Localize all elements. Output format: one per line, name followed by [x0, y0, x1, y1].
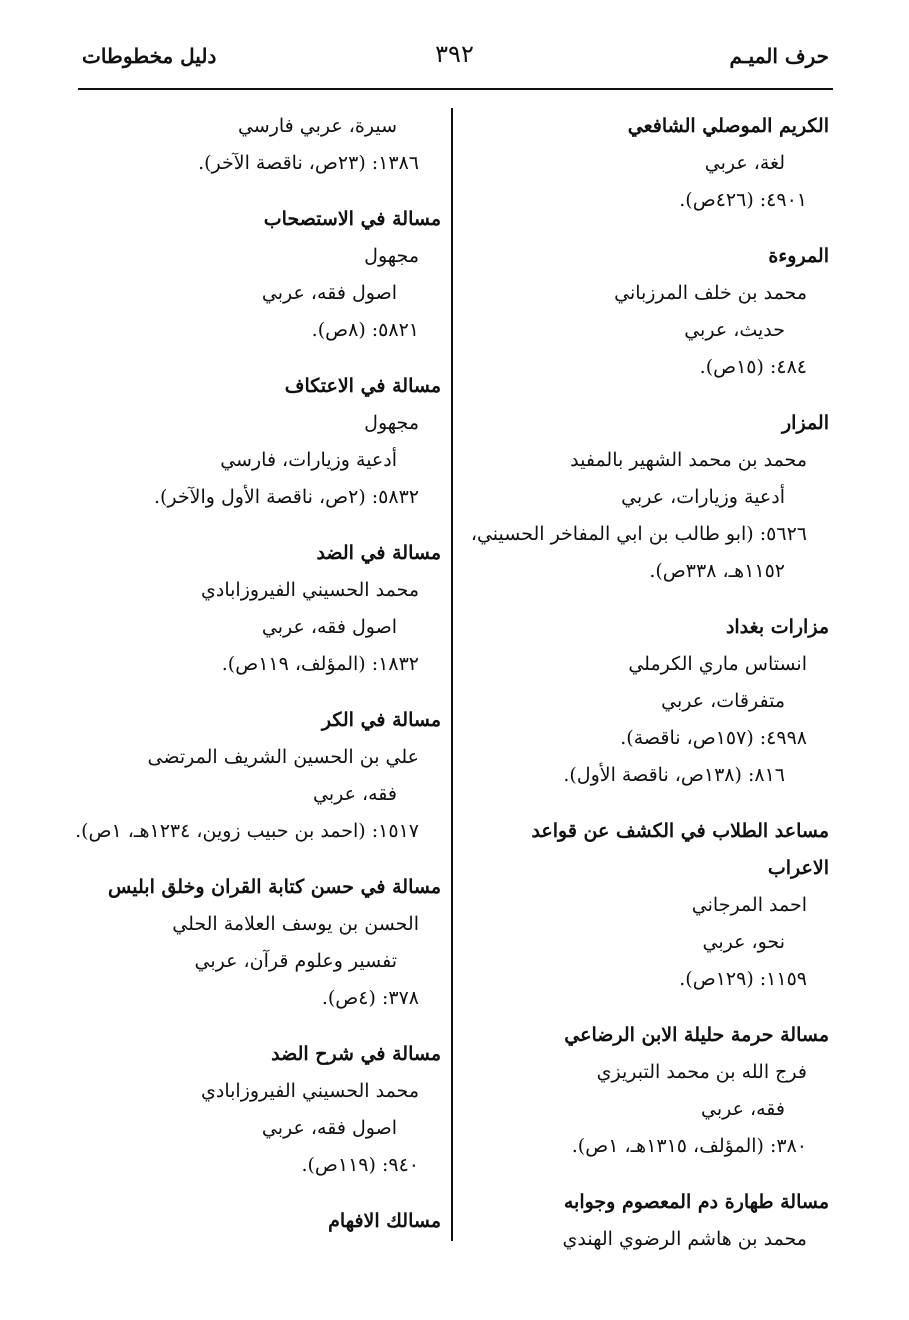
- entry-title: مسالة حرمة حليلة الابن الرضاعي: [564, 1024, 829, 1046]
- entry-author: علي بن الحسين الشريف المرتضى: [147, 746, 419, 768]
- entry-title: المزار: [782, 412, 829, 434]
- entry-subject: نحو، عربي: [702, 931, 785, 953]
- entry-author: فرج الله بن محمد التبريزي: [596, 1061, 807, 1083]
- entry-copy: ١١٥٢هـ، ٣٣٨ص).: [649, 560, 785, 582]
- entry-title: المروءة: [768, 245, 829, 267]
- catalog-entry: [474, 1017, 829, 1165]
- catalog-entry: [61, 869, 441, 1017]
- entry-title: مسالة في الاستصحاب: [263, 208, 441, 230]
- entry-copy: ٥٦٢٦: (ابو طالب بن ابي المفاخر الحسيني،: [470, 523, 807, 545]
- entry-subject: فقه، عربي: [313, 783, 397, 805]
- catalog-entry: [474, 609, 829, 794]
- catalog-entry: [61, 535, 441, 683]
- entry-copy: ٤٩٠١: (٤٢٦ص).: [679, 189, 807, 211]
- catalog-entry: [474, 813, 829, 998]
- entry-author: محمد الحسيني الفيروزابادي: [201, 579, 419, 601]
- entry-subject: اصول فقه، عربي: [261, 616, 397, 638]
- entry-author: احمد المرجاني: [691, 894, 807, 916]
- entry-title: مسالة في الاعتكاف: [284, 375, 441, 397]
- catalog-entry: [474, 108, 829, 219]
- entry-subject: لغة، عربي: [704, 152, 785, 174]
- entry-subject: حديث، عربي: [684, 319, 785, 341]
- entry-author: مجهول: [364, 245, 419, 267]
- page-number: ٣٩٢: [435, 40, 474, 68]
- catalog-entry: [474, 238, 829, 386]
- entry-subject: أدعية وزيارات، عربي: [621, 486, 785, 508]
- entry-author: الحسن بن يوسف العلامة الحلي: [172, 913, 419, 935]
- catalog-entry: [61, 1036, 441, 1184]
- entry-author: انستاس ماري الكرملي: [628, 653, 807, 675]
- entry-subject: فقه، عربي: [701, 1098, 785, 1120]
- entry-subject: سيرة، عربي فارسي: [237, 115, 397, 137]
- entry-author: محمد بن محمد الشهير بالمفيد: [570, 449, 807, 471]
- entry-title: مسالة في الضد: [316, 542, 441, 564]
- entry-author: مجهول: [364, 412, 419, 434]
- entry-title: مسالك الافهام: [328, 1210, 441, 1232]
- catalog-entry: [61, 108, 441, 182]
- entry-copy: ١٣٨٦: (٢٣ص، ناقصة الآخر).: [198, 152, 419, 174]
- catalog-entry: [61, 368, 441, 516]
- entry-subject: اصول فقه، عربي: [261, 1117, 397, 1139]
- entry-copy: ٨١٦: (١٣٨ص، ناقصة الأول).: [563, 764, 785, 786]
- entry-author: محمد بن هاشم الرضوي الهندي: [562, 1228, 807, 1250]
- entry-title: مساعد الطلاب في الكشف عن قواعد الاعراب: [531, 820, 829, 879]
- entry-copy: ٥٨٣٢: (٢ص، ناقصة الأول والآخر).: [153, 486, 419, 508]
- entry-subject: اصول فقه، عربي: [261, 282, 397, 304]
- entry-copy: ٤٨٤: (١٥ص).: [699, 356, 807, 378]
- entry-copy: ٥٨٢١: (٨ص).: [311, 319, 419, 341]
- catalog-entry: [61, 201, 441, 349]
- catalog-entry: [470, 405, 829, 590]
- entry-title: مزارات بغداد: [725, 616, 829, 638]
- entry-copy: ٣٨٠: (المؤلف، ١٣١٥هـ، ١ص).: [571, 1135, 807, 1157]
- column-divider: [451, 108, 453, 1241]
- entry-subject: متفرقات، عربي: [661, 690, 785, 712]
- entry-author: محمد الحسيني الفيروزابادي: [201, 1080, 419, 1102]
- entry-title: مسالة في شرح الضد: [271, 1043, 441, 1065]
- header-rule: [78, 88, 833, 90]
- entry-copy: ١١٥٩: (١٢٩ص).: [679, 968, 807, 990]
- entry-copy: ٣٧٨: (٤ص).: [321, 987, 419, 1009]
- entry-subject: أدعية وزيارات، فارسي: [220, 449, 397, 471]
- entry-copy: ١٨٣٢: (المؤلف، ١١٩ص).: [221, 653, 419, 675]
- entry-title: مسالة طهارة دم المعصوم وجوابه: [563, 1191, 829, 1213]
- entry-copy: ٩٤٠: (١١٩ص).: [301, 1154, 419, 1176]
- book-title-header: دليل مخطوطات: [82, 44, 217, 68]
- right-column: [470, 108, 829, 1277]
- entry-copy: ١٥١٧: (احمد بن حبيب زوين، ١٢٣٤هـ، ١ص).: [75, 820, 419, 842]
- entry-title: الكريم الموصلي الشافعي: [627, 115, 829, 137]
- catalog-entry: [474, 1184, 829, 1258]
- catalog-entry: [61, 702, 441, 850]
- left-column: [61, 108, 441, 1259]
- catalog-entry: [61, 1203, 441, 1240]
- entry-title: مسالة في الكر: [321, 709, 441, 731]
- section-header: حرف الميـم: [729, 44, 829, 68]
- entry-copy: ٤٩٩٨: (١٥٧ص، ناقصة).: [620, 727, 807, 749]
- entry-title: مسالة في حسن كتابة القران وخلق ابليس: [108, 876, 441, 898]
- entry-author: محمد بن خلف المرزباني: [614, 282, 807, 304]
- entry-subject: تفسير وعلوم قرآن، عربي: [194, 950, 397, 972]
